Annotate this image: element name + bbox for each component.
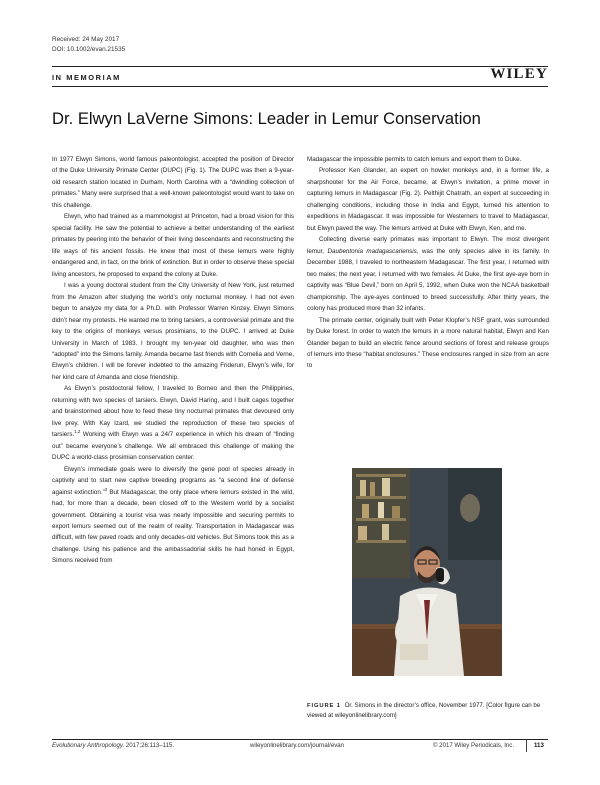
figure-caption-text: Dr. Simons in the director’s office, November 1977. [Color figure can be viewed at wileyonlinelibrary.com]	[307, 702, 541, 720]
body-paragraph: In 1977 Elwyn Simons, world famous paleontologist, accepted the position of Director of the Duke University Primate Center (DUPC) (Fig. 1). The DUPC was then a 9-year-old research station located in Durham, North Carolina with a “dwindling collection of primates.” Many were surprised that a well-known paleontologist would want to take on this challenge.	[52, 156, 294, 209]
journal-volume: 2017;26:113–115.	[124, 742, 175, 749]
body-paragraph: The primate center, originally built with Peter Klopfer’s NSF grant, was surrounded by Duke forest. In order to watch the lemurs in a more natural habitat, Elwyn and Ken Glander began to build an electric fence around sections of forest and release groups of lemurs into these “habitat enclosures.” These enclosures ranged in size from an acre to	[307, 316, 549, 370]
body-paragraph: Elwyn’s immediate goals were to diversify the gene pool of species already in captivity and to start new captive breeding programs as “a second line of defense against extinction.”$^3$ But Madagascar, the only place where lemurs existed in the wild, had, for more than a decade, been closed off to the Western world by a socialist government. Obtaining a tourist visa was nearly impossible and securing permits to export lemurs seemed out of the realm of reality. Transportation in Madagascar was difficult, with few paved roads and only decades-old vehicles. But Simons took this as a challenge. Using his patience and the ambassadorial skills he had honed in Egypt, Simons received from	[52, 465, 294, 565]
page-number: 113	[534, 742, 544, 749]
body-paragraph: Collecting diverse early primates was important to Elwyn. The most divergent lemur, Daubentonia madagascariensis, was the only species alive in its family. In December 1988, I traveled to northeastern Madagascar. The first year, I returned with two males; the next year, I returned with two females. At Duke, the first aye-aye born in captivity was “Blue Devil,” born on April 5, 1992, when Duke won the NCAA basketball championship. The aye-ayes continued to breed successfully. After thirty years, the colony has produced more than 32 infants.	[307, 236, 549, 313]
figure-1-caption	[307, 701, 549, 721]
footer-rule	[52, 739, 548, 740]
section-label: IN MEMORIAM	[52, 73, 121, 82]
footer-copyright: © 2017 Wiley Periodicals, Inc.	[433, 742, 515, 749]
body-paragraph: Professor Ken Glander, an expert on howler monkeys and, in a former life, a sharpshooter for the Air Force, became, at Elwyn’s invitation, a prime mover in capturing lemurs in Madagascar (Fig. 2). Pelthijit Chatrath, an expert at succeeding in challenging conditions, including those in India and Egypt, turned his attention to expeditions in Madagascar. It was impossible for Westerners to travel to Madagascar, but Elwyn paved the way. The lemurs arrived at Duke with Elwyn, Ken, and me.	[307, 167, 549, 232]
body-paragraph: I was a young doctoral student from the City University of New York, just returned from the Amazon after studying the world’s only nocturnal monkey. I had not even begun to analyze my data for a Ph.D. with Professor Warren Kinzey. Elwyn Simons didn’t hear my protests. He wanted me to bring tarsiers, a controversial primate and the key to the origins of monkeys versus prosimians, to the DUPC. I arrived at Duke University in March of 1983. I brought my ten-year old daughter, who was then “adopted” into the Simons family. Amanda became fast friends with Cornelia and Verne, Elwyn’s children. I will be forever indebted to the amazing Friderun, Elwyn’s wife, for her kind care of Amanda and close friendship.	[52, 282, 294, 381]
body-paragraph: Elwyn, who had trained as a mammologist at Princeton, had a broad vision for this special facility. He saw the potential to achieve a better understanding of the earliest primates by peering into the behavior of their living descendants and reconstructing the life ways of his ancient fossils. He knew that most of these lemurs were highly endangered and, in fact, on the brink of extinction. But in order to observe these special living ancestors, he proposed to expand the colony at Duke.	[52, 213, 294, 278]
right-column	[307, 154, 549, 372]
left-column	[52, 154, 294, 567]
body-paragraph: As Elwyn’s postdoctoral fellow, I traveled to Borneo and then the Philippines, returning with two species of tarsiers. Elwyn, David Haring, and I built cages together and brainstormed about how to feed these tiny nocturnal primates that devoured only live prey. With Kay Izard, we studied the reproduction of these two species of tarsiers.$^{1,2}$ Working with Elwyn was a 24/7 experience in which his dream of “finding out” became everyone’s challenge. We all embraced this challenge of making the DUPC a world-class prosimian conservation center.	[52, 385, 294, 462]
journal-name: Evolutionary Anthropology.	[52, 742, 125, 749]
received-date: Received: 24 May 2017	[52, 36, 120, 43]
article-title: Dr. Elwyn LaVerne Simons: Leader in Lemur Conservation	[52, 109, 481, 128]
header-rule-top	[52, 66, 548, 67]
doi[interactable]: DOI: 10.1002/evan.21535	[52, 46, 126, 53]
publisher-logo: WILEY	[490, 66, 548, 82]
body-paragraph: Madagascar the impossible permits to catch lemurs and export them to Duke.	[307, 156, 522, 163]
figure-1-photo	[352, 468, 502, 676]
figure-label: FIGURE 1	[307, 703, 341, 709]
footer-journal-citation	[52, 742, 174, 750]
footer-divider	[526, 740, 527, 752]
header-rule-bottom	[52, 86, 548, 87]
footer-journal-url[interactable]: wileyonlinelibrary.com/journal/evan	[250, 742, 345, 749]
